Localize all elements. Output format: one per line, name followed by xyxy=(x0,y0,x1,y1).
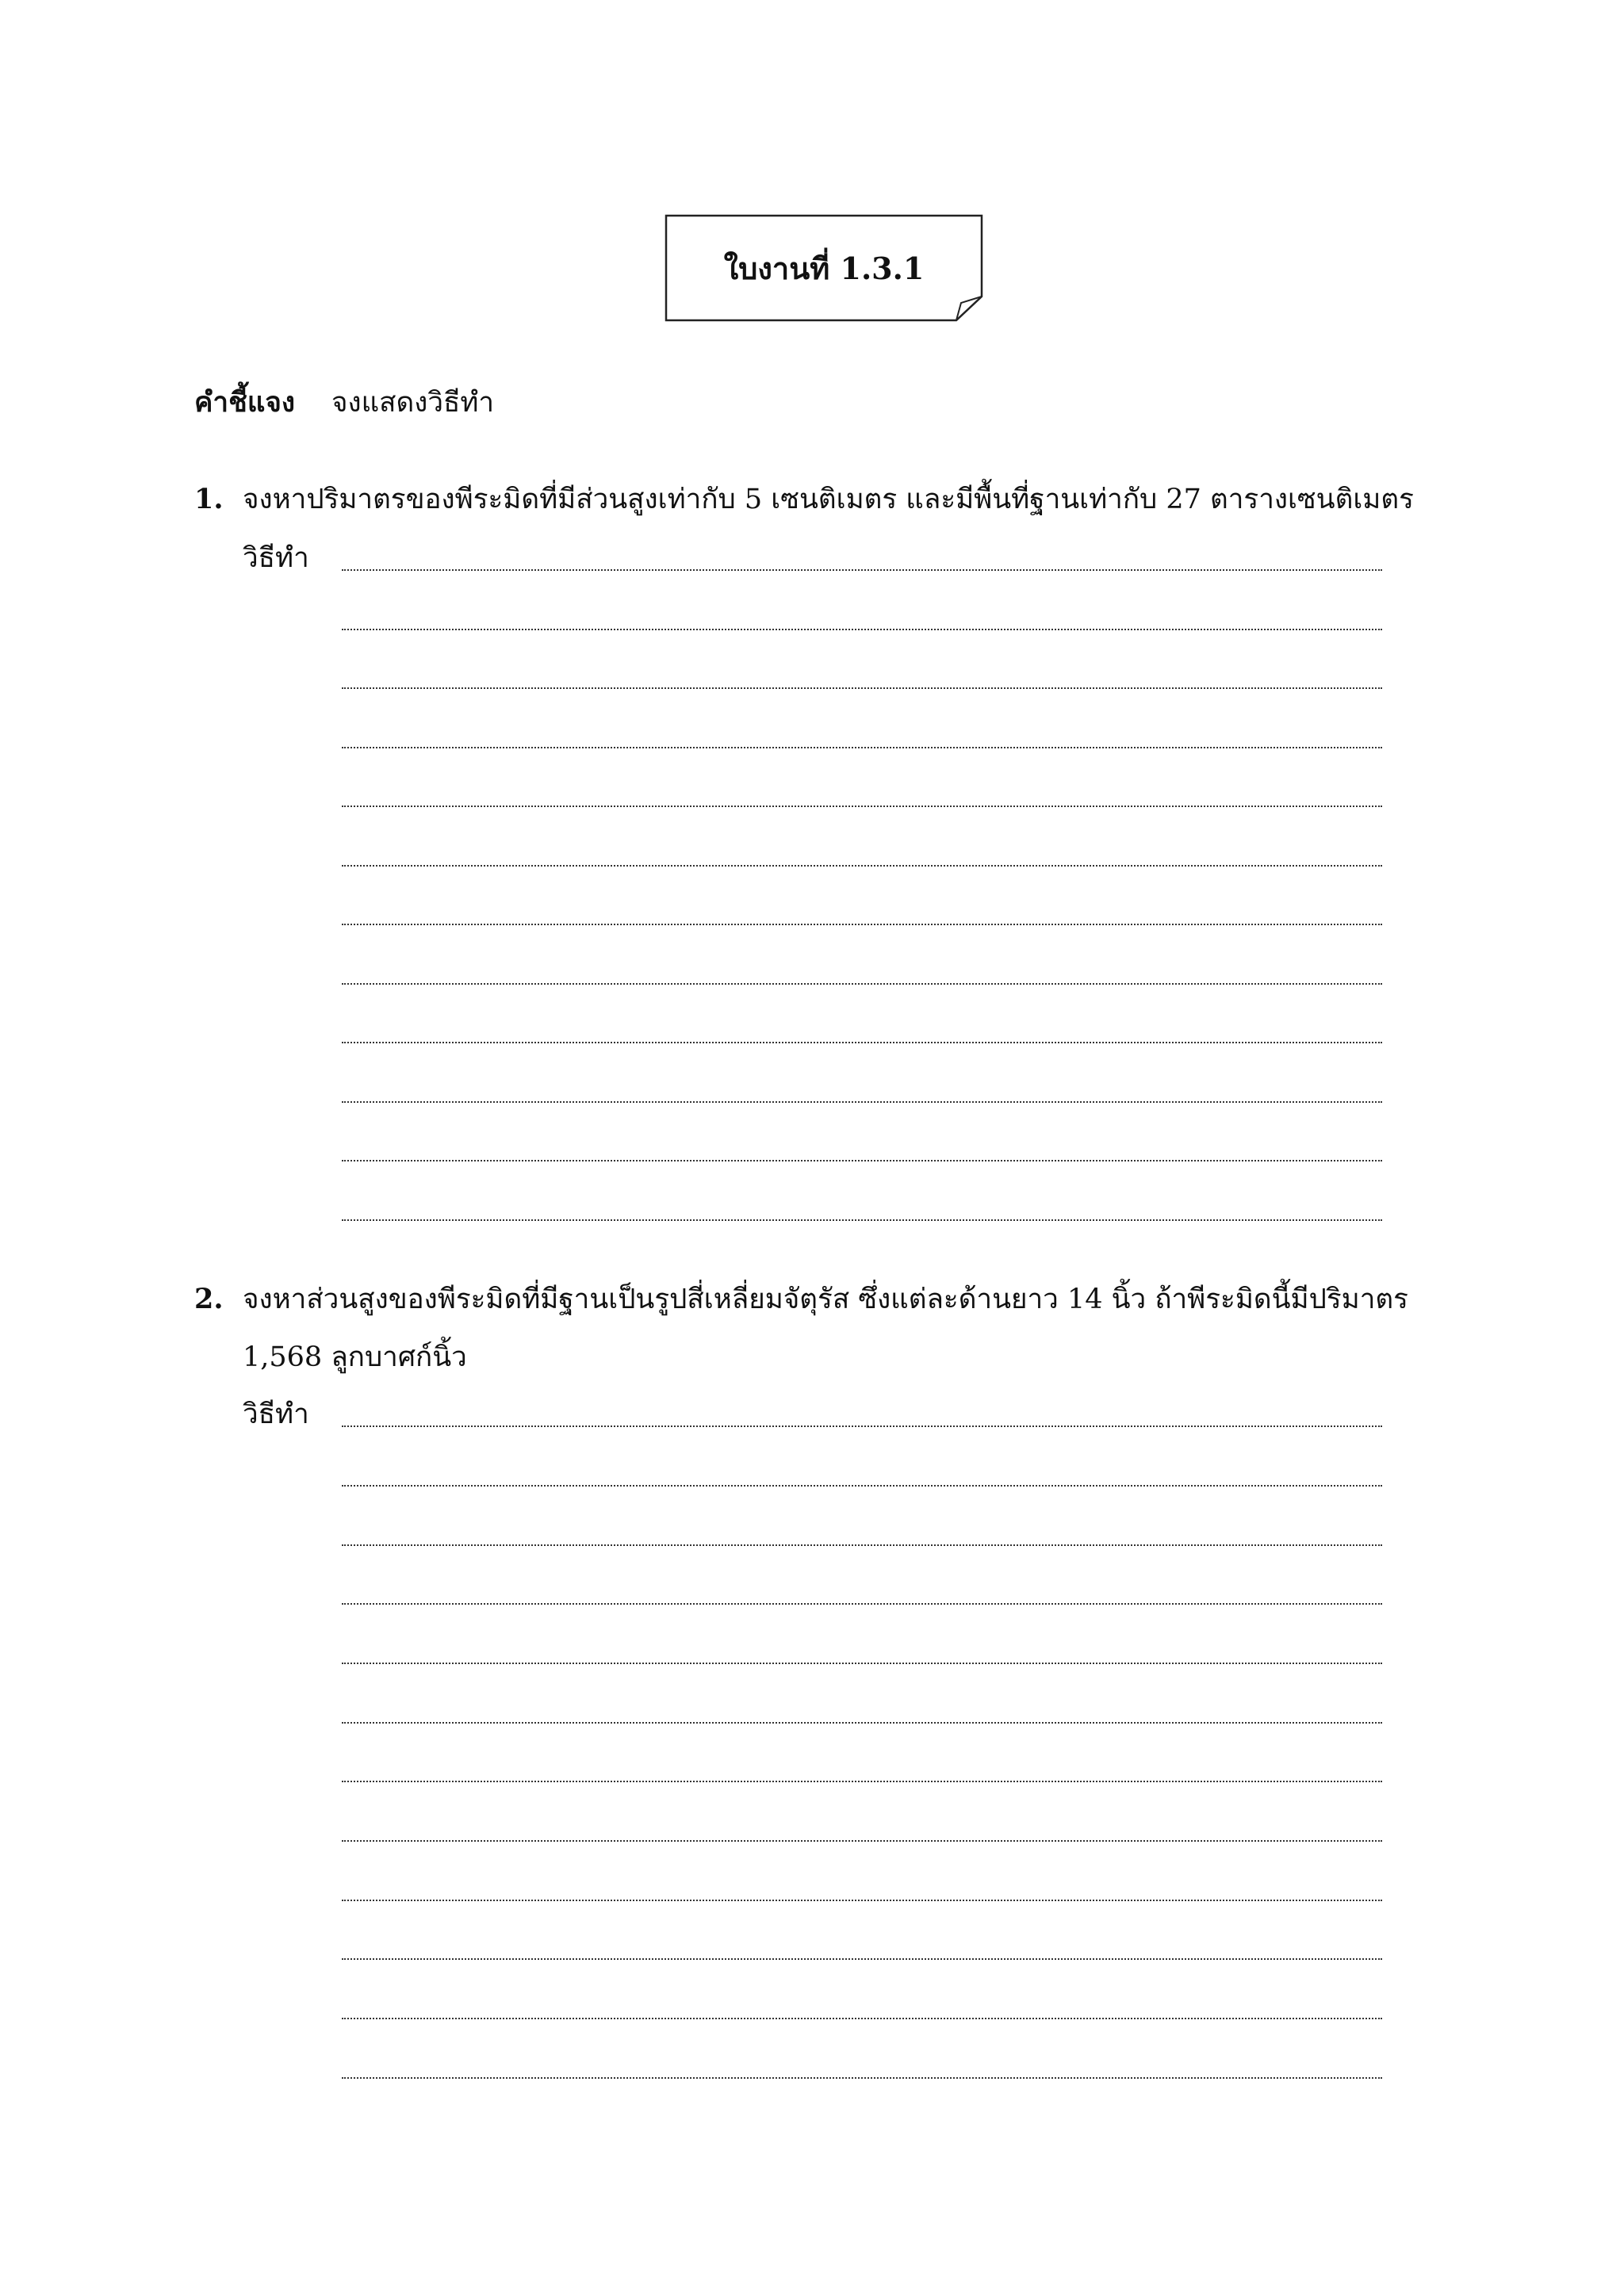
answer-line[interactable] xyxy=(342,1544,1382,1546)
method-label: วิธีทำ xyxy=(243,1399,309,1430)
answer-line[interactable] xyxy=(342,1425,1382,1427)
question-number: 1. xyxy=(194,483,224,515)
answer-line[interactable] xyxy=(342,1840,1382,1842)
question-text: จงหาปริมาตรของพีระมิดที่มีส่วนสูงเท่ากับ 5 เซนติเมตร และมีพื้นที่ฐานเท่ากับ 27 ตารางเซนติเมตร xyxy=(243,484,1414,515)
answer-line[interactable] xyxy=(342,1722,1382,1724)
answer-line[interactable] xyxy=(342,1781,1382,1782)
question-text-continued: 1,568 ลูกบาศก์นิ้ว xyxy=(243,1341,467,1373)
answer-line[interactable] xyxy=(342,569,1382,571)
answer-line[interactable] xyxy=(342,1485,1382,1487)
answer-line[interactable] xyxy=(342,1958,1382,1960)
instruction-label: คำชี้แจง xyxy=(194,386,295,419)
answer-line[interactable] xyxy=(342,629,1382,630)
answer-line[interactable] xyxy=(342,687,1382,689)
answer-line[interactable] xyxy=(342,865,1382,867)
answer-line[interactable] xyxy=(342,806,1382,807)
answer-line[interactable] xyxy=(342,2077,1382,2079)
answer-line[interactable] xyxy=(342,924,1382,925)
answer-line[interactable] xyxy=(342,1101,1382,1103)
answer-line[interactable] xyxy=(342,1663,1382,1664)
answer-line[interactable] xyxy=(342,1603,1382,1605)
answer-line[interactable] xyxy=(342,1219,1382,1221)
answer-line[interactable] xyxy=(342,1900,1382,1901)
answer-line[interactable] xyxy=(342,2018,1382,2019)
answer-line[interactable] xyxy=(342,983,1382,985)
question-number: 2. xyxy=(194,1283,224,1315)
worksheet-title-box xyxy=(665,214,983,322)
method-label: วิธีทำ xyxy=(243,542,309,574)
answer-line[interactable] xyxy=(342,1160,1382,1161)
answer-line[interactable] xyxy=(342,1042,1382,1043)
question-text: จงหาส่วนสูงของพีระมิดที่มีฐานเป็นรูปสี่เหลี่ยมจัตุรัส ซึ่งแต่ละด้านยาว 14 นิ้ว ถ้าพีระมิดนี้มีปริมาตร xyxy=(243,1284,1408,1315)
answer-line[interactable] xyxy=(342,747,1382,748)
instruction-text: จงแสดงวิธีทำ xyxy=(331,387,495,419)
worksheet-title: ใบงานที่ 1.3.1 xyxy=(723,250,925,286)
